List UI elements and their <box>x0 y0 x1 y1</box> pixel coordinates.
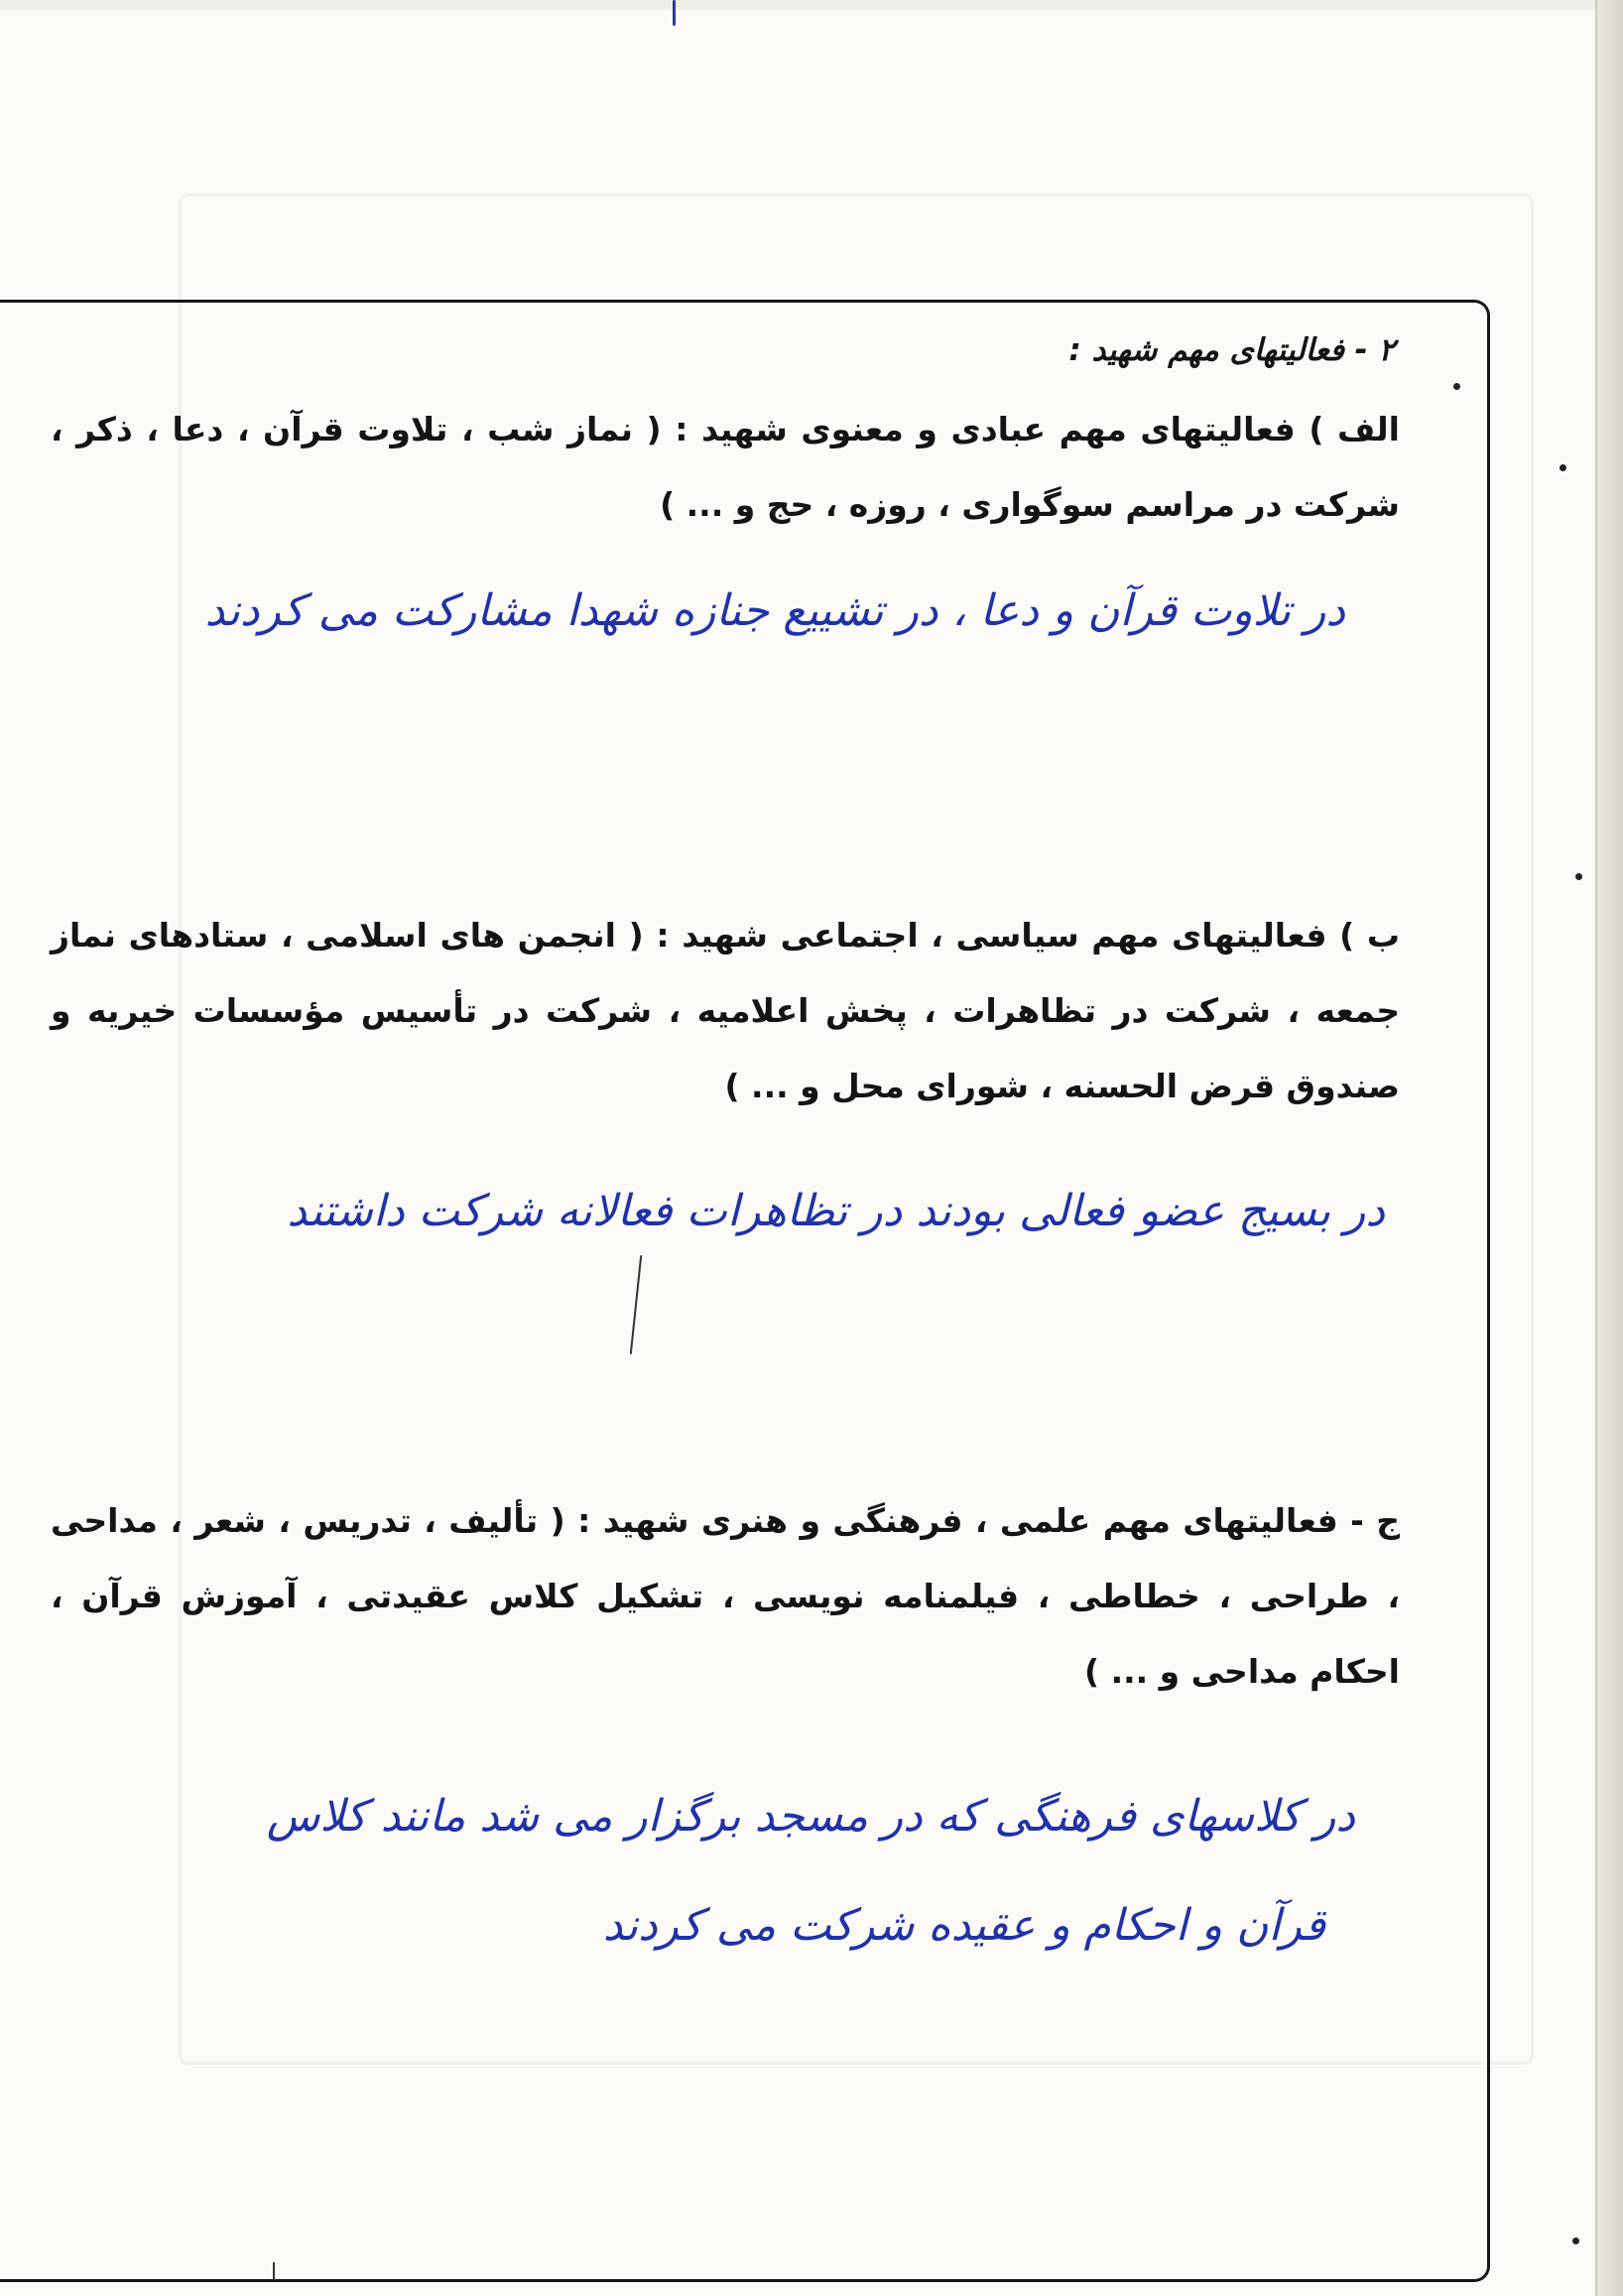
page-edge <box>1595 0 1623 2296</box>
item-cultural-activities: ج - فعالیتهای مهم علمی ، فرهنگی و هنری شهید : ( تألیف ، تدریس ، شعر ، مداحی ، طراحی ، خطاطی ، فیلمنامه نویسی ، تشکیل کلاس عقیدتی ، آموزش قرآن ، احکام مداحی و ... ) <box>51 1501 1400 1691</box>
pen-mark <box>673 0 676 26</box>
page-top-edge <box>0 0 1623 10</box>
item-religious-activities: الف ) فعالیتهای مهم عبادی و معنوی شهید : ( نماز شب ، تلاوت قرآن ، دعا ، ذکر ، شرکت در مراسم سوگواری ، روزه ، حج و ... ) <box>51 410 1400 524</box>
answer-cultural-line-1: در کلاسهای فرهنگی که در مسجد برگزار می شد مانند کلاس <box>266 1791 1355 1842</box>
section-title: ۲ - فعالیتهای مهم شهید : <box>1068 332 1395 368</box>
dot-mark <box>1560 464 1566 471</box>
item-political-social-activities: ب ) فعالیتهای مهم سیاسی ، اجتماعی شهید : ( انجمن های اسلامی ، ستادهای نماز جمعه ، شرکت در تظاهرات ، پخش اعلامیه ، شرکت در تأسیس مؤسسات خیریه و صندوق قرض الحسنه ، شورای محل و ... ) <box>51 916 1400 1105</box>
dot-mark <box>1572 2237 1579 2244</box>
pen-stroke <box>273 2262 275 2280</box>
answer-religious-line-1: در تلاوت قرآن و دعا ، در تشییع جنازه شهدا مشارکت می کردند <box>204 585 1345 636</box>
answer-political-line-1: در بسیج عضو فعالی بودند در تظاهرات فعالانه شرکت داشتند <box>287 1186 1385 1236</box>
dot-mark <box>1575 873 1582 880</box>
answer-cultural-line-2: قرآن و احکام و عقیده شرکت می کردند <box>602 1900 1325 1951</box>
dot-mark <box>1453 383 1460 390</box>
